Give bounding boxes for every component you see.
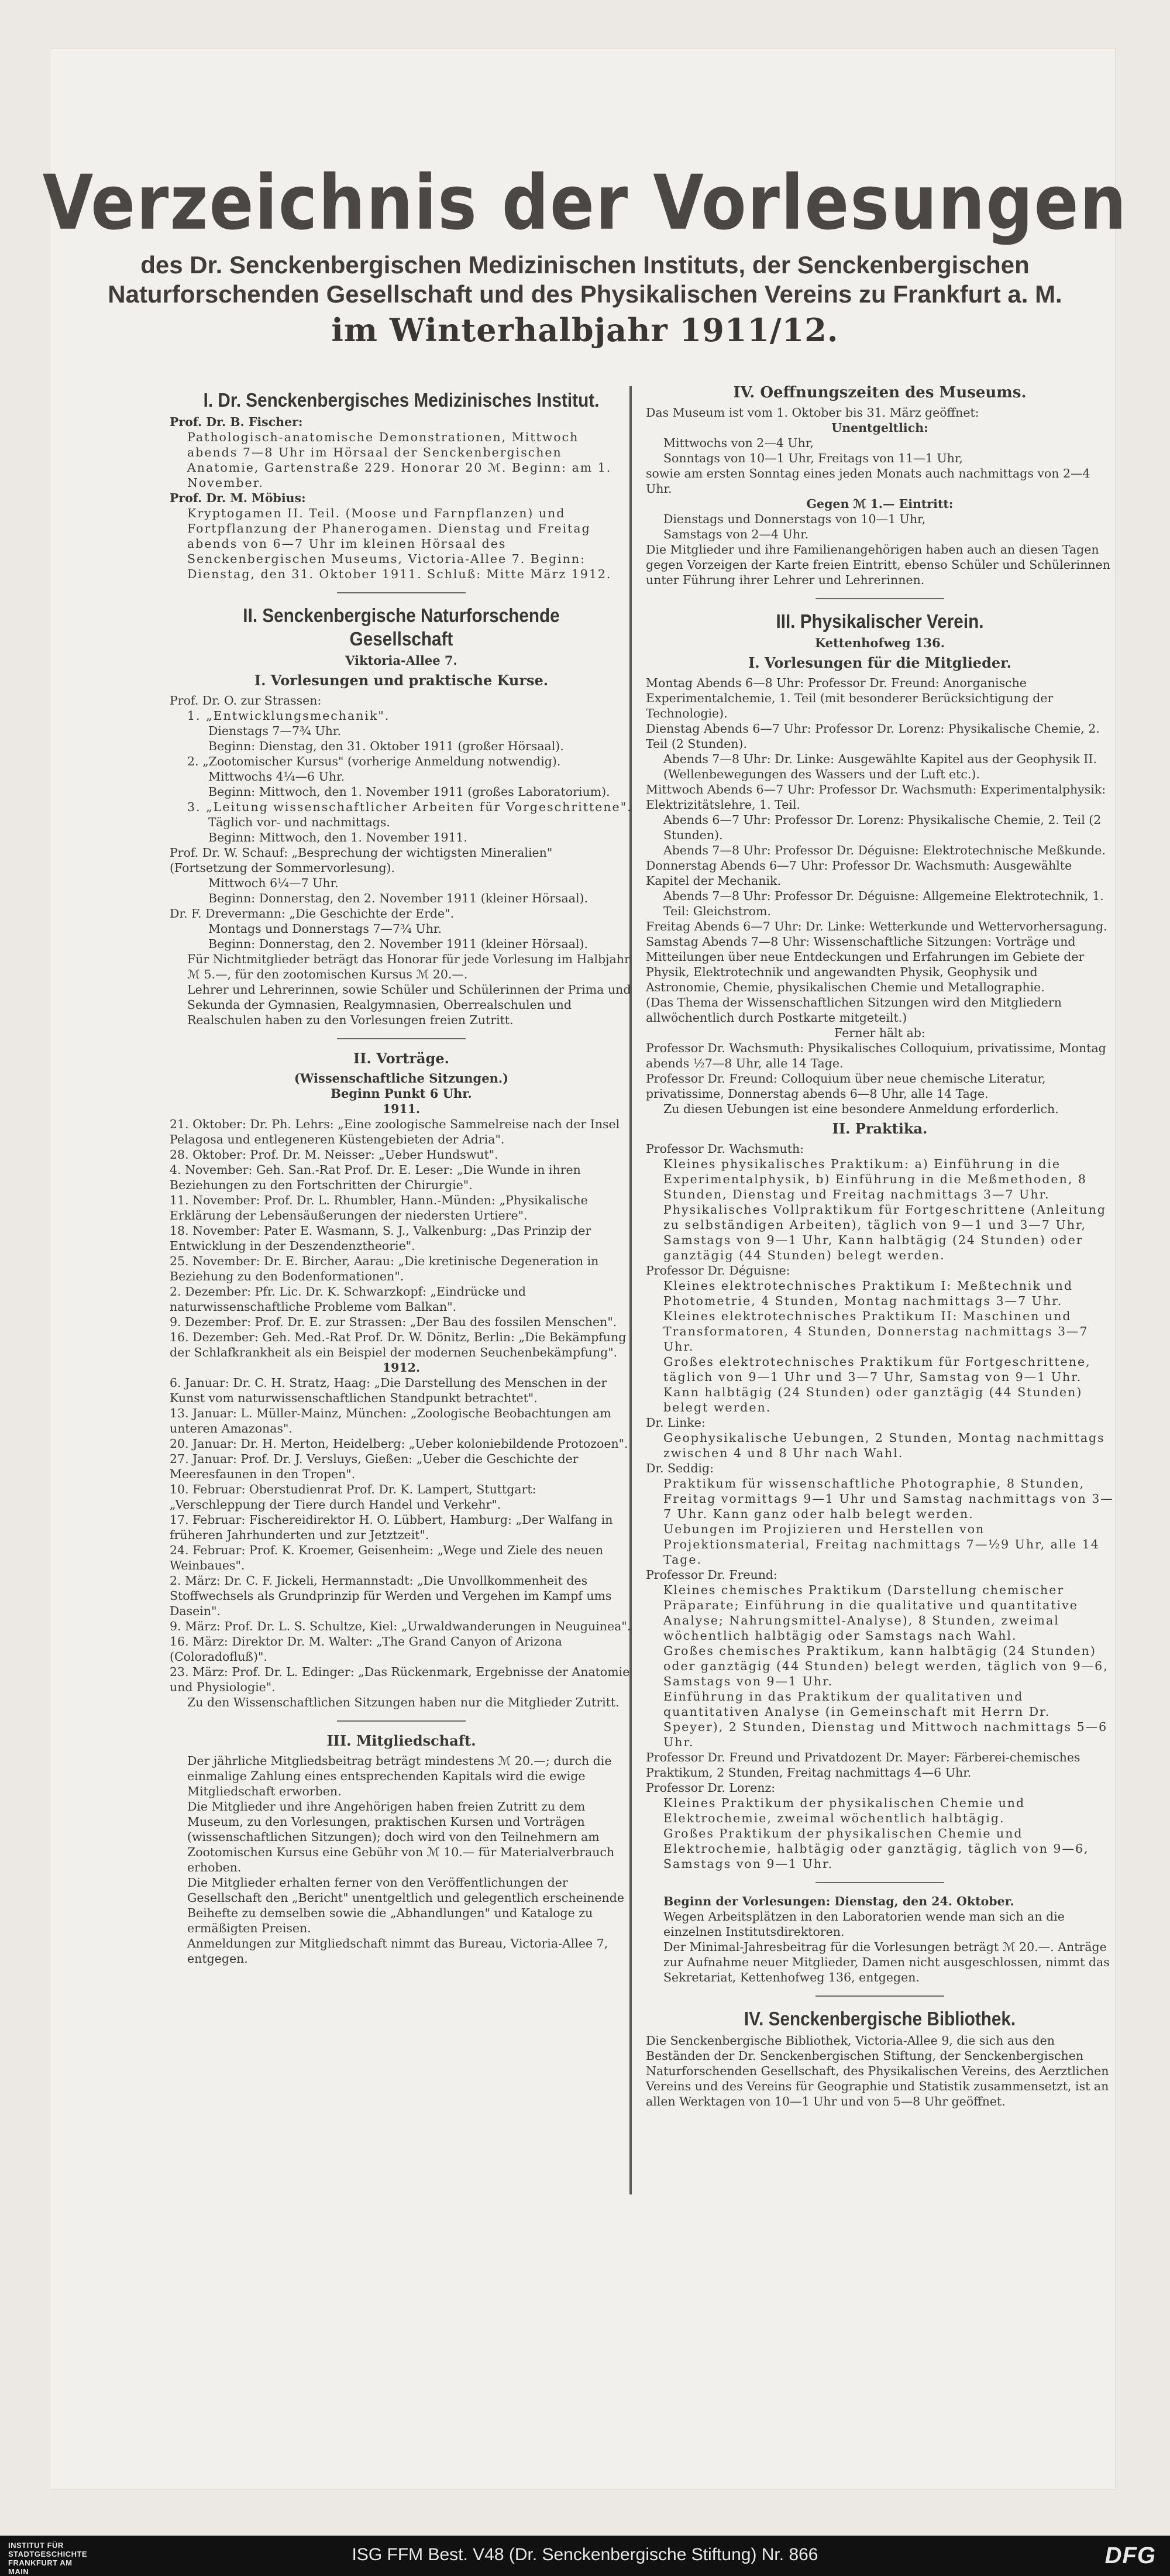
subsection-title: III. Mitgliedschaft.: [326, 1732, 476, 1749]
lecture-line: (Das Thema der Wissenschaftlichen Sitzungen wird den Mitgliedern allwöchentlich durch Postkarte mitgeteilt.): [646, 995, 1062, 1025]
year-heading: 1911.: [382, 1102, 421, 1116]
talk-item: 6. Januar: Dr. C. H. Stratz, Haag: „Die Darstellung des Menschen in der Kunst vom naturwissenschaftlichen Standpunkt betrachtet".: [170, 1376, 607, 1405]
poster-title: Verzeichnis der Vorlesungen: [42, 159, 1128, 247]
praktika-line: Kleines elektrotechnisches Praktikum I: Meßtechnik und Photometrie, 4 Stunden, Montag nachmittags 3—7 Uhr.: [663, 1279, 1073, 1308]
subsection-title: II. Vorträge.: [353, 1050, 449, 1067]
praktika-line: Dr. Linke:: [646, 1416, 706, 1430]
museum-line: Die Mitglieder und ihre Familienangehörigen haben auch an diesen Tagen gegen Vorzeigen der Karte freien Eintritt, ebenso Schüler und Schülerinnen unter Führung ihrer Lehrer und Lehrerinnen.: [646, 542, 1110, 587]
divider: [815, 598, 944, 599]
s1-line: Pathologisch-anatomische Demonstrationen, Mittwoch abends 7—8 Uhr im Hörsaal der Senckenbergischen Anatomie, Gartenstraße 229. Honorar 20 ℳ. Beginn: am 1. November.: [187, 430, 612, 490]
lecture-line: Zu diesen Uebungen ist eine besondere Anmeldung erforderlich.: [663, 1102, 1059, 1116]
course-line: 3. „Leitung wissenschaftlicher Arbeiten für Vorgeschrittene".: [187, 800, 632, 814]
subsection-title: II. Praktika.: [832, 1120, 928, 1137]
talk-item: 24. Februar: Prof. K. Kroemer, Geisenheim: „Wege und Ziele des neuen Weinbaues".: [170, 1543, 604, 1572]
praktika-line: Dr. Seddig:: [646, 1461, 714, 1475]
course-line: Mittwoch 6¼—7 Uhr.: [208, 876, 339, 890]
course-line: Prof. Dr. W. Schauf: „Besprechung der wichtigsten Mineralien" (Fortsetzung der Sommervorlesung).: [170, 846, 553, 875]
course-line: 1. „Entwicklungsmechanik".: [187, 709, 390, 723]
course-line: Beginn: Donnerstag, den 2. November 1911 (kleiner Hörsaal).: [208, 891, 589, 905]
archive-footer-bar: [0, 2536, 1170, 2576]
membership-line: Die Mitglieder und ihre Angehörigen haben freien Zutritt zu dem Museum, zu den Vorlesungen, praktischen Kursen und Vorträgen (wissenschaftlichen Sitzungen); doch wird von den Teilnehmern am Zootomischen Kursus eine Gebühr von ℳ 10.— für Materialverbrauch erhoben.: [187, 1799, 615, 1874]
course-line: Lehrer und Lehrerinnen, sowie Schüler und Schülerinnen der Prima und Sekunda der Gymnasien, Realgymnasien, Oberrealschulen und Realschulen haben zu den Vorlesungen freien Zutritt.: [187, 983, 631, 1027]
section-address: Viktoria-Allee 7.: [345, 653, 457, 668]
course-line: Für Nichtmitglieder beträgt das Honorar für jede Vorlesung im Halbjahr ℳ 5.—, für den zootomischen Kursus ℳ 20.—.: [187, 952, 630, 981]
course-line: Beginn: Dienstag, den 31. Oktober 1911 (großer Hörsaal).: [208, 739, 564, 753]
divider: [337, 592, 466, 593]
section-naturforschende-title: II. Senckenbergische Naturforschende Gesellschaft: [243, 604, 560, 650]
section-bibliothek-title: IV. Senckenbergische Bibliothek.: [744, 2008, 1016, 2029]
s1-line: Prof. Dr. M. Möbius:: [170, 491, 306, 505]
talk-item: 21. Oktober: Dr. Ph. Lehrs: „Eine zoologische Sammelreise nach der Insel Pelagosa und entlegeneren Küstengebieten der Adria".: [170, 1117, 620, 1146]
subsection-note: (Wissenschaftliche Sitzungen.): [294, 1071, 509, 1086]
course-line: Prof. Dr. O. zur Strassen:: [170, 693, 322, 707]
praktika-line: Großes chemisches Praktikum, kann halbtägig (24 Stunden) oder ganztägig (44 Stunden) belegt werden, täglich von 9—6, Samstags von 9—1 Uhr.: [663, 1644, 1109, 1688]
course-line: Täglich vor- und nachmittags.: [208, 815, 390, 829]
lecture-line: Donnerstag Abends 6—7 Uhr: Professor Dr. Wachsmuth: Ausgewählte Kapitel der Mechanik.: [646, 858, 1072, 888]
talk-item: 16. März: Direktor Dr. M. Walter: „The Grand Canyon of Arizona (Coloradofluß)".: [170, 1634, 562, 1664]
lecture-line: Ferner hält ab:: [834, 1026, 925, 1040]
section-museum-hours-title: IV. Oeffnungszeiten des Museums.: [733, 384, 1027, 401]
membership-line: Der jährliche Mitgliedsbeitrag beträgt mindestens ℳ 20.—; durch die einmalige Zahlung eines entsprechenden Kapitals wird die ewige Mitgliedschaft erworben.: [187, 1754, 612, 1798]
praktika-line: Großes Praktikum der physikalischen Chemie und Elektrochemie, halbtägig oder ganztägig, täglich von 9—6, Samstags von 9—1 Uhr.: [663, 1826, 1089, 1871]
course-line: Montags und Donnerstags 7—7¾ Uhr.: [208, 922, 442, 936]
praktika-line: Physikalisches Vollpraktikum für Fortgeschrittene (Anleitung zu selbständigen Arbeiten), täglich von 9—1 und 3—7 Uhr, Samstags von 9—1 Uhr, Kann halbtägig (24 Stunden) oder ganztägig (44 Stunden) belegt werden.: [663, 1203, 1106, 1262]
praktika-line: Kleines elektrotechnisches Praktikum II: Maschinen und Transformatoren, 4 Stunden, Donnerstag nachmittags 3—7 Uhr.: [663, 1309, 1089, 1354]
right-column: [646, 380, 1114, 2109]
talk-item: 4. November: Geh. San.-Rat Prof. Dr. E. Leser: „Die Wunde in ihren Beziehungen zu den Fortschritten der Chirurgie".: [170, 1163, 581, 1192]
lectures-begin: Beginn der Vorlesungen: Dienstag, den 24. Oktober.: [663, 1894, 1014, 1908]
divider: [815, 1882, 944, 1883]
talks-note: Zu den Wissenschaftlichen Sitzungen haben nur die Mitglieder Zutritt.: [187, 1695, 620, 1709]
lecture-line: Abends 7—8 Uhr: Professor Dr. Déguisne: Elektrotechnische Meßkunde.: [663, 843, 1106, 857]
divider: [337, 1038, 466, 1039]
talk-item: 17. Februar: Fischereidirektor H. O. Lübbert, Hamburg: „Der Walfang in früheren Jahrhunderten und zur Jetztzeit".: [170, 1513, 613, 1542]
talk-item: 9. Dezember: Prof. Dr. E. zur Strassen: „Der Bau des fossilen Menschen".: [170, 1315, 617, 1329]
museum-line: Das Museum ist vom 1. Oktober bis 31. März geöffnet:: [646, 406, 979, 420]
course-line: Beginn: Donnerstag, den 2. November 1911 (kleiner Hörsaal).: [208, 937, 589, 951]
lecture-line: Mittwoch Abends 6—7 Uhr: Professor Dr. Wachsmuth: Experimentalphysik: Elektrizitätslehre, 1. Teil.: [646, 782, 1106, 812]
talk-item: 10. Februar: Oberstudienrat Prof. Dr. K. Lampert, Stuttgart: „Verschleppung der Tiere durch Handel und Verkehr".: [170, 1482, 536, 1512]
praktika-line: Großes elektrotechnisches Praktikum für Fortgeschrittene, täglich von 9—1 Uhr und 3—7 Uhr, Samstag von 9—1 Uhr. Kann halbtägig (24 Stunden) oder ganztägig (44 Stunden) belegt werden.: [663, 1355, 1091, 1414]
praktika-line: Uebungen im Projizieren und Herstellen von Projektionsmaterial, Freitag nachmittags 7—½9 Uhr, alle 14 Tage.: [663, 1522, 1100, 1567]
subsection-title: I. Vorlesungen für die Mitglieder.: [748, 654, 1011, 671]
talk-item: 2. März: Dr. C. F. Jickeli, Hermannstadt: „Die Unvollkommenheit des Stoffwechsels als Grundprinzip für Werden und Vergehen im Kampf ums Dasein".: [170, 1574, 612, 1618]
museum-line: Sonntags von 10—1 Uhr, Freitags von 11—1 Uhr,: [663, 451, 963, 465]
course-line: Dr. F. Drevermann: „Die Geschichte der Erde".: [170, 906, 455, 921]
praktika-line: Einführung in das Praktikum der qualitativen und quantitativen Analyse (in Gemeinschaft mit Herrn Dr. Speyer), 2 Stunden, Dienstag und Mittwoch nachmittags 5—6 Uhr.: [663, 1689, 1108, 1749]
talk-item: 2. Dezember: Pfr. Lic. Dr. K. Schwarzkopf: „Eindrücke und naturwissenschaftliche Probleme vom Balkan".: [170, 1284, 526, 1314]
talk-item: 23. März: Prof. Dr. L. Edinger: „Das Rückenmark, Ergebnisse der Anatomie und Physiologie".: [170, 1665, 630, 1694]
divider: [815, 1995, 944, 1997]
library-text: Die Senckenbergische Bibliothek, Victoria-Allee 9, die sich aus den Beständen der Dr. Senckenbergischen Stiftung, der Senckenbergischen Naturforschenden Gesellschaft, des Physikalischen Vereins, des Aerztlichen Vereins und des Vereins für Geographie und Statistik zusammensetzt, ist an allen Werktagen von 10—1 Uhr und von 5—8 Uhr geöffnet.: [646, 2034, 1109, 2108]
lecture-line: Abends 7—8 Uhr: Dr. Linke: Ausgewählte Kapitel aus der Geophysik II. (Wellenbewegungen des Wassers und der Luft etc.).: [663, 752, 1097, 781]
year-heading: 1912.: [382, 1361, 421, 1375]
lecture-line: Freitag Abends 6—7 Uhr: Dr. Linke: Wetterkunde und Wettervorhersagung.: [646, 919, 1107, 933]
divider: [337, 1720, 466, 1722]
talk-item: 9. März: Prof. Dr. L. S. Schultze, Kiel: „Urwaldwanderungen in Neuguinea".: [170, 1619, 631, 1633]
membership-line: Die Mitglieder erhalten ferner von den Veröffentlichungen der Gesellschaft den „Bericht" unentgeltlich und gelegentlich erscheinende Beihefte zu demselben sowie die „Abhandlungen" und Kataloge zu ermäßigten Preisen.: [187, 1876, 625, 1935]
praktika-line: Professor Dr. Freund und Privatdozent Dr. Mayer: Färberei-chemisches Praktikum, 2 Stunden, Freitag nachmittags 4—6 Uhr.: [646, 1750, 1080, 1780]
lecture-line: Professor Dr. Freund: Colloquium über neue chemische Literatur, privatissime, Donnerstag abends 6—8 Uhr, alle 14 Tage.: [646, 1071, 1046, 1101]
praktika-line: Kleines physikalisches Praktikum: a) Einführung in die Experimentalphysik, b) Einführung in die Meßmethoden, 8 Stunden, Dienstag und Freitag nachmittags 3—7 Uhr.: [663, 1157, 1087, 1201]
archive-signature: ISG FFM Best. V48 (Dr. Senckenbergische Stiftung) Nr. 866: [352, 2545, 818, 2564]
subsection-title: I. Vorlesungen und praktische Kurse.: [254, 672, 549, 689]
course-line: Mittwochs 4¼—6 Uhr.: [208, 770, 345, 784]
course-line: Beginn: Mittwoch, den 1. November 1911.: [208, 830, 468, 844]
talk-item: 18. November: Pater E. Wasmann, S. J., Valkenburg: „Das Prinzip der Entwicklung in der Deszendenztheorie".: [170, 1224, 591, 1253]
praktika-line: Praktikum für wissenschaftliche Photographie, 8 Stunden, Freitag vormittags 9—1 Uhr und Samstag nachmittags von 3—7 Uhr. Kann ganz oder halb belegt werden.: [663, 1476, 1114, 1521]
s1-line: Prof. Dr. B. Fischer:: [170, 415, 303, 429]
talk-item: 27. Januar: Prof. Dr. J. Versluys, Gießen: „Ueber die Geschichte der Meeresfaunen in den Tropen".: [170, 1452, 579, 1481]
praktika-line: Professor Dr. Déguisne:: [646, 1263, 790, 1277]
museum-line: Samstags von 2—4 Uhr.: [663, 527, 809, 541]
praktika-line: Kleines Praktikum der physikalischen Chemie und Elektrochemie, zweimal wöchentlich halbtägig.: [663, 1796, 1026, 1825]
section-medizinisches-institut-title: I. Dr. Senckenbergisches Medizinisches Institut.: [203, 389, 600, 411]
lecture-line: Abends 6—7 Uhr: Professor Dr. Lorenz: Physikalische Chemie, 2. Teil (2 Stunden).: [663, 813, 1102, 842]
talk-item: 13. Januar: L. Müller-Mainz, München: „Zoologische Beobachtungen am unteren Amazonas".: [170, 1406, 611, 1435]
praktika-line: Professor Dr. Freund:: [646, 1568, 777, 1582]
lecture-line: Samstag Abends 7—8 Uhr: Wissenschaftliche Sitzungen: Vorträge und Mitteilungen über neue Entdeckungen und Erfahrungen im Gebiete der Physik, Elektrotechnik und angewandten Physik, Geophysik und Astronomie, Chemie, physikalischen Chemie und Metallographie.: [646, 935, 1085, 994]
membership-line: Anmeldungen zur Mitgliedschaft nimmt das Bureau, Victoria-Allee 7, entgegen.: [187, 1936, 608, 1966]
left-column: [170, 380, 633, 1966]
talk-item: 20. Januar: Dr. H. Merton, Heidelberg: „Ueber koloniebildende Protozoen".: [170, 1437, 628, 1451]
talk-item: 16. Dezember: Geh. Med.-Rat Prof. Dr. W. Dönitz, Berlin: „Die Bekämpfung der Schlafkrankheit als ein Beispiel der modernen Seuchenbekämpfung".: [170, 1330, 627, 1359]
museum-line: Mittwochs von 2—4 Uhr,: [663, 436, 814, 450]
museum-line: Unentgeltlich:: [831, 421, 928, 435]
museum-line: Dienstags und Donnerstags von 10—1 Uhr,: [663, 512, 926, 526]
institution-logo-text: INSTITUT FÜR STADTGESCHICHTE FRANKFURT AM MAIN: [8, 2541, 88, 2576]
lecture-line: Abends 7—8 Uhr: Professor Dr. Déguisne: Allgemeine Elektrotechnik, 1. Teil: Gleichstrom.: [663, 889, 1104, 918]
praktika-line: Geophysikalische Uebungen, 2 Stunden, Montag nachmittags zwischen 4 und 8 Uhr nach Wahl.: [663, 1431, 1105, 1460]
museum-line: Gegen ℳ 1.— Eintritt:: [806, 497, 954, 511]
talk-item: 11. November: Prof. Dr. L. Rhumbler, Hann.-Münden: „Physikalische Erklärung der Lebensäußerungen der niedersten Urtiere".: [170, 1193, 588, 1222]
s1-line: Kryptogamen II. Teil. (Moose und Farnpflanzen) und Fortpflanzung der Phanerogamen. Dienstag und Freitag abends von 6—7 Uhr im kleinen Hörsaal des Senckenbergischen Museums, Victoria-Allee 7. Beginn: Dienstag, den 31. Oktober 1911. Schluß: Mitte März 1912.: [187, 506, 612, 581]
poster-subtitle: des Dr. Senckenbergischen Medizinischen Instituts, der Senckenbergischen Naturforschenden Gesellschaft und des Physikalischen Vereins zu Frankfurt a. M.: [108, 251, 1062, 308]
membership-fee-note: Der Minimal-Jahresbeitrag für die Vorlesungen beträgt ℳ 20.—. Anträge zur Aufnahme neuer Mitglieder, Damen nicht ausgeschlossen, nimmt das Sekretariat, Kettenhofweg 136, entgegen.: [663, 1940, 1110, 1984]
course-line: Beginn: Mittwoch, den 1. November 1911 (großes Laboratorium).: [208, 785, 610, 799]
course-line: Dienstags 7—7¾ Uhr.: [208, 724, 341, 738]
section-address: Kettenhofweg 136.: [814, 636, 945, 650]
talk-item: 25. November: Dr. E. Bircher, Aarau: „Die kretinische Degeneration in Beziehung zu den Bodenformationen".: [170, 1254, 599, 1283]
lab-note: Wegen Arbeitsplätzen in den Laboratorien wende man sich an die einzelnen Institutsdirektoren.: [663, 1909, 1065, 1939]
dfg-logo: DFG: [1104, 2543, 1156, 2568]
course-line: 2. „Zootomischer Kursus" (vorherige Anmeldung notwendig).: [187, 754, 561, 768]
talk-item: 28. Oktober: Prof. Dr. M. Neisser: „Ueber Hundswut".: [170, 1148, 498, 1162]
praktika-line: Professor Dr. Wachsmuth:: [646, 1142, 804, 1156]
subsection-note: Beginn Punkt 6 Uhr.: [331, 1086, 472, 1101]
museum-line: sowie am ersten Sonntag eines jeden Monats auch nachmittags von 2—4 Uhr.: [646, 466, 1090, 496]
lecture-line: Professor Dr. Wachsmuth: Physikalisches Colloquium, privatissime, Montag abends ½7—8 Uhr, alle 14 Tage.: [646, 1041, 1106, 1070]
praktika-line: Professor Dr. Lorenz:: [646, 1781, 776, 1795]
praktika-line: Kleines chemisches Praktikum (Darstellung chemischer Präparate; Einführung in die qualitative und quantitative Analyse; Nahrungsmittel-Analyse), 8 Stunden, zweimal wöchentlich halbtägig oder Samstags nach Wahl.: [663, 1583, 1078, 1643]
lecture-line: Dienstag Abends 6—7 Uhr: Professor Dr. Lorenz: Physikalische Chemie, 2. Teil (2 Stunden).: [646, 722, 1100, 751]
section-physikalischer-verein-title: III. Physikalischer Verein.: [776, 610, 984, 632]
poster-term: im Winterhalbjahr 1911/12.: [331, 311, 839, 349]
lecture-line: Montag Abends 6—8 Uhr: Professor Dr. Freund: Anorganische Experimentalchemie, 1. Teil (mit besonderer Berücksichtigung der Technologie).: [646, 676, 1054, 720]
